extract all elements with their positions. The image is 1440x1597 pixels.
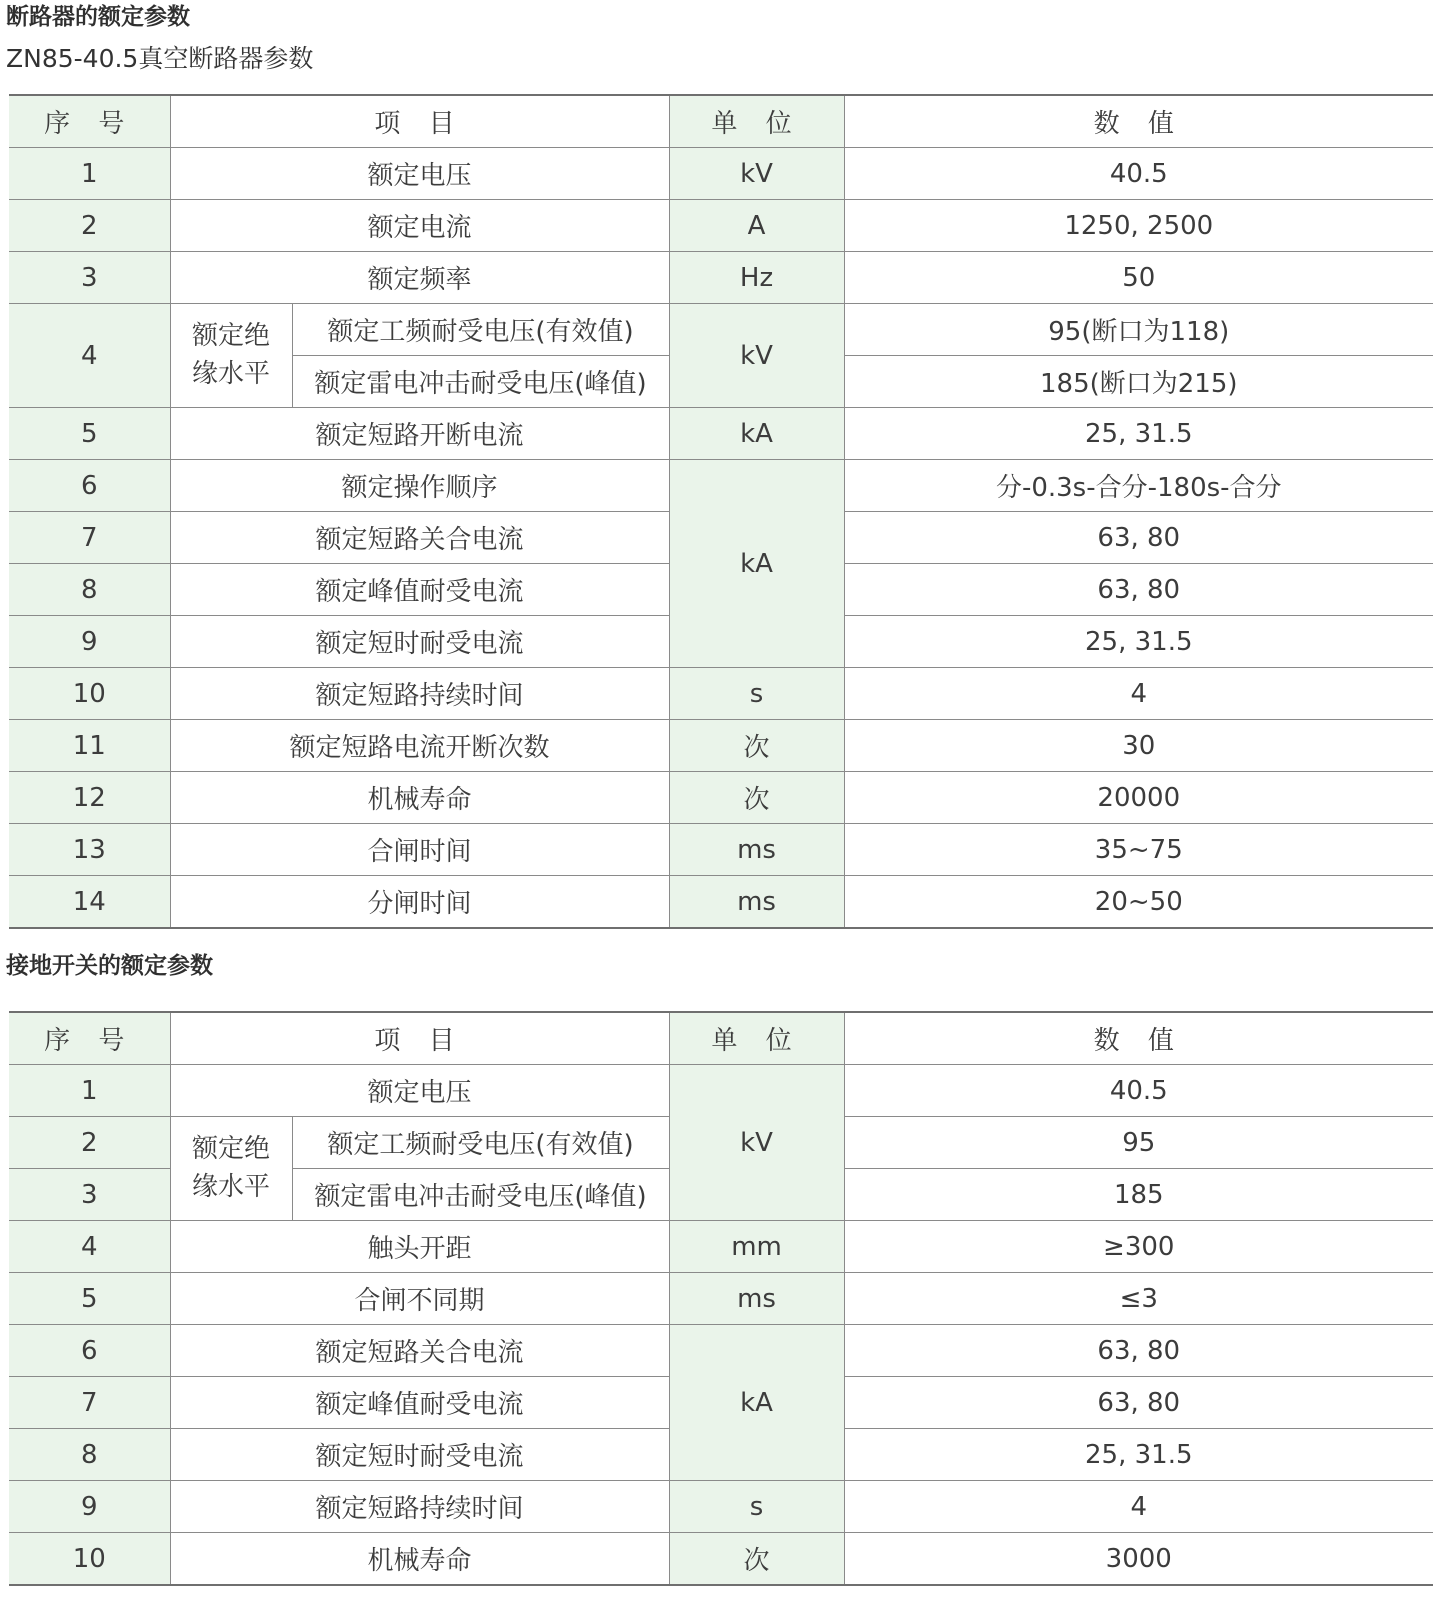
row-item: 触头开距	[170, 1221, 669, 1273]
row-value: 185	[844, 1169, 1433, 1221]
breaker-parameters-table	[9, 94, 1433, 929]
row-value: 25, 31.5	[844, 616, 1433, 668]
row-group-label: 额定绝 缘水平	[170, 1117, 292, 1221]
row-value: 1250, 2500	[844, 200, 1433, 252]
row-unit: Hz	[669, 252, 844, 304]
row-item: 额定工频耐受电压(有效值)	[292, 304, 669, 356]
row-item: 额定雷电冲击耐受电压(峰值)	[292, 1169, 669, 1221]
row-number: 10	[9, 668, 170, 720]
row-unit: 次	[669, 772, 844, 824]
table-row	[9, 1481, 1433, 1533]
row-item: 额定短时耐受电流	[170, 616, 669, 668]
row-value: 95(断口为118)	[844, 304, 1433, 356]
model-title: ZN85-40.5真空断路器参数	[6, 44, 314, 73]
row-value: 分-0.3s-合分-180s-合分	[844, 460, 1433, 512]
row-value: ≤3	[844, 1273, 1433, 1325]
row-item: 额定短时耐受电流	[170, 1429, 669, 1481]
row-item: 机械寿命	[170, 1533, 669, 1586]
table-row	[9, 1325, 1433, 1377]
row-unit: kA	[669, 1325, 844, 1481]
table-row	[9, 1533, 1433, 1586]
table-row	[9, 1273, 1433, 1325]
row-number: 3	[9, 252, 170, 304]
row-number: 5	[9, 1273, 170, 1325]
table-row	[9, 304, 1433, 356]
row-value: 63, 80	[844, 512, 1433, 564]
row-item: 额定操作顺序	[170, 460, 669, 512]
row-item: 额定短路关合电流	[170, 512, 669, 564]
row-item: 机械寿命	[170, 772, 669, 824]
row-unit: ms	[669, 1273, 844, 1325]
table-row	[9, 200, 1433, 252]
row-unit: s	[669, 1481, 844, 1533]
row-item: 额定峰值耐受电流	[170, 564, 669, 616]
row-number: 9	[9, 616, 170, 668]
row-unit: kV	[669, 148, 844, 200]
row-value: 40.5	[844, 1065, 1433, 1117]
row-item: 额定短路持续时间	[170, 668, 669, 720]
row-number: 2	[9, 1117, 170, 1169]
table-row	[9, 1221, 1433, 1273]
column-header-no: 序 号	[9, 1012, 170, 1065]
row-value: 63, 80	[844, 1325, 1433, 1377]
row-unit: mm	[669, 1221, 844, 1273]
row-unit: kA	[669, 408, 844, 460]
column-header-item: 项 目	[170, 95, 669, 148]
row-value: 63, 80	[844, 564, 1433, 616]
row-item: 额定电流	[170, 200, 669, 252]
table-row	[9, 460, 1433, 512]
row-item: 额定电压	[170, 1065, 669, 1117]
row-number: 8	[9, 1429, 170, 1481]
row-value: ≥300	[844, 1221, 1433, 1273]
row-item: 额定电压	[170, 148, 669, 200]
row-unit: 次	[669, 1533, 844, 1586]
table-row	[9, 1065, 1433, 1117]
row-item: 额定短路关合电流	[170, 1325, 669, 1377]
row-item: 额定雷电冲击耐受电压(峰值)	[292, 356, 669, 408]
table-row	[9, 408, 1433, 460]
row-item: 合闸不同期	[170, 1273, 669, 1325]
row-value: 20~50	[844, 876, 1433, 929]
row-value: 25, 31.5	[844, 408, 1433, 460]
row-item: 分闸时间	[170, 876, 669, 929]
row-unit: A	[669, 200, 844, 252]
row-unit: ms	[669, 876, 844, 929]
row-item: 额定短路持续时间	[170, 1481, 669, 1533]
row-value: 20000	[844, 772, 1433, 824]
row-value: 185(断口为215)	[844, 356, 1433, 408]
table-header-row	[9, 1012, 1433, 1065]
row-value: 40.5	[844, 148, 1433, 200]
column-header-unit: 单 位	[669, 1012, 844, 1065]
row-number: 1	[9, 1065, 170, 1117]
table-header-row	[9, 95, 1433, 148]
column-header-value: 数 值	[844, 95, 1433, 148]
table-row	[9, 876, 1433, 929]
row-unit: 次	[669, 720, 844, 772]
column-header-no: 序 号	[9, 95, 170, 148]
row-number: 13	[9, 824, 170, 876]
row-value: 25, 31.5	[844, 1429, 1433, 1481]
column-header-value: 数 值	[844, 1012, 1433, 1065]
column-header-unit: 单 位	[669, 95, 844, 148]
row-number: 9	[9, 1481, 170, 1533]
row-value: 3000	[844, 1533, 1433, 1586]
row-number: 14	[9, 876, 170, 929]
row-item: 额定短路开断电流	[170, 408, 669, 460]
earthing-parameters-table	[9, 1011, 1433, 1586]
row-number: 1	[9, 148, 170, 200]
table-row	[9, 252, 1433, 304]
row-value: 30	[844, 720, 1433, 772]
table-row	[9, 148, 1433, 200]
row-number: 11	[9, 720, 170, 772]
row-value: 50	[844, 252, 1433, 304]
row-item: 额定峰值耐受电流	[170, 1377, 669, 1429]
table-row	[9, 720, 1433, 772]
row-item: 合闸时间	[170, 824, 669, 876]
row-number: 6	[9, 460, 170, 512]
row-value: 35~75	[844, 824, 1433, 876]
row-number: 5	[9, 408, 170, 460]
table-row	[9, 668, 1433, 720]
row-unit: ms	[669, 824, 844, 876]
row-number: 12	[9, 772, 170, 824]
row-group-label: 额定绝 缘水平	[170, 304, 292, 408]
column-header-item: 项 目	[170, 1012, 669, 1065]
table-row	[9, 824, 1433, 876]
row-number: 8	[9, 564, 170, 616]
row-number: 4	[9, 304, 170, 408]
earthing-section-title: 接地开关的额定参数	[6, 953, 213, 979]
row-value: 63, 80	[844, 1377, 1433, 1429]
row-value: 4	[844, 668, 1433, 720]
row-number: 4	[9, 1221, 170, 1273]
row-unit: kA	[669, 460, 844, 668]
row-number: 10	[9, 1533, 170, 1586]
row-item: 额定工频耐受电压(有效值)	[292, 1117, 669, 1169]
row-number: 6	[9, 1325, 170, 1377]
row-unit: s	[669, 668, 844, 720]
row-number: 2	[9, 200, 170, 252]
table-row	[9, 772, 1433, 824]
row-value: 95	[844, 1117, 1433, 1169]
row-item: 额定短路电流开断次数	[170, 720, 669, 772]
row-number: 7	[9, 1377, 170, 1429]
row-item: 额定频率	[170, 252, 669, 304]
breaker-section-title: 断路器的额定参数	[6, 4, 190, 30]
row-unit: kV	[669, 1065, 844, 1221]
row-value: 4	[844, 1481, 1433, 1533]
row-number: 3	[9, 1169, 170, 1221]
row-unit: kV	[669, 304, 844, 408]
row-number: 7	[9, 512, 170, 564]
